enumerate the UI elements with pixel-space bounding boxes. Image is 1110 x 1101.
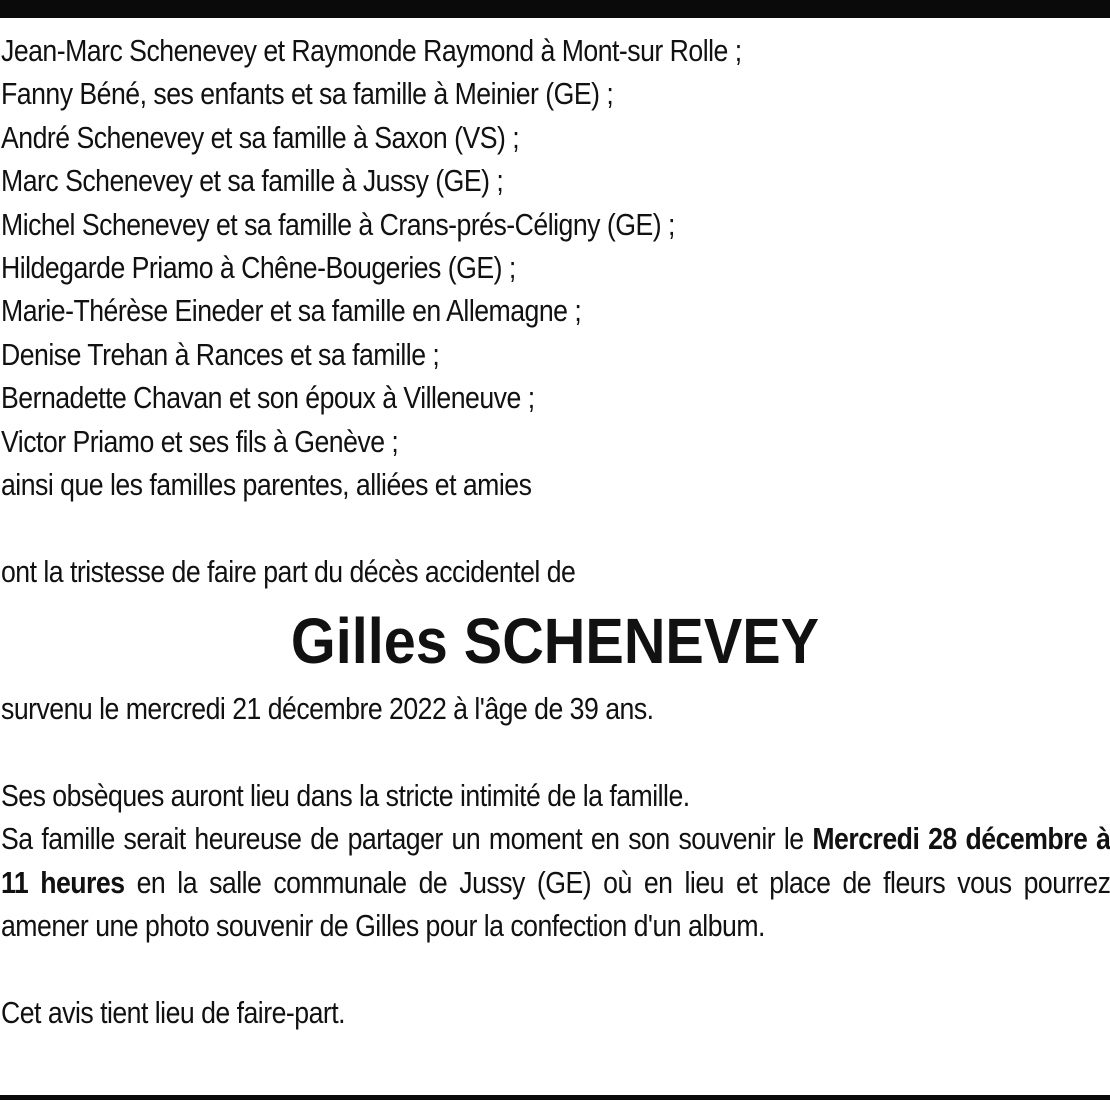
family-line: Michel Schenevey et sa famille à Crans-prés-Céligny (GE) ;: [1, 206, 675, 242]
family-line: ainsi que les familles parentes, alliées et amies: [1, 466, 532, 502]
spacer: [1, 947, 1109, 990]
family-line: André Schenevey et sa famille à Saxon (VS) ;: [1, 119, 520, 155]
family-line: Bernadette Chavan et son époux à Villeneuve ;: [1, 380, 535, 416]
family-line: Fanny Béné, ses enfants et sa famille à Meinier (GE) ;: [1, 76, 614, 112]
funeral-info: Ses obsèques auront lieu dans la stricte intimité de la famille.: [1, 777, 690, 813]
deceased-name: Gilles SCHENEVEY: [290, 605, 820, 678]
gathering-paragraph: [1, 817, 1110, 947]
family-list: [1, 29, 1109, 506]
family-line: Victor Priamo et ses fils à Genève ;: [1, 423, 399, 459]
family-line: Marc Schenevey et sa famille à Jussy (GE) ;: [1, 163, 504, 199]
spacer: [1, 730, 1109, 773]
obituary-notice: [1, 29, 1109, 1034]
gathering-date-time: Mercredi 28 décembre à 11 heures: [1, 821, 1110, 900]
gathering-details: en la salle communale de Jussy (GE) où en lieu et place de fleurs vous pourrez amener une photo souvenir de Gilles pour la confection d'un album.: [1, 864, 1110, 944]
announcement-text: ont la tristesse de faire part du décès accidentel de: [1, 553, 576, 589]
bottom-border-rule: [0, 1095, 1110, 1100]
spacer: [1, 506, 1109, 549]
death-info: survenu le mercredi 21 décembre 2022 à l'âge de 39 ans.: [1, 691, 654, 727]
gathering-intro: Sa famille serait heureuse de partager un moment en son souvenir le: [1, 821, 804, 857]
family-line: Hildegarde Priamo à Chêne-Bougeries (GE) ;: [1, 249, 516, 285]
top-border-rule: [0, 0, 1110, 18]
closing-text: Cet avis tient lieu de faire-part.: [1, 994, 346, 1030]
family-line: Denise Trehan à Rances et sa famille ;: [1, 336, 440, 372]
family-line: Jean-Marc Schenevey et Raymonde Raymond à Mont-sur Rolle ;: [1, 33, 742, 68]
family-line: Marie-Thérèse Eineder et sa famille en Allemagne ;: [1, 293, 582, 329]
